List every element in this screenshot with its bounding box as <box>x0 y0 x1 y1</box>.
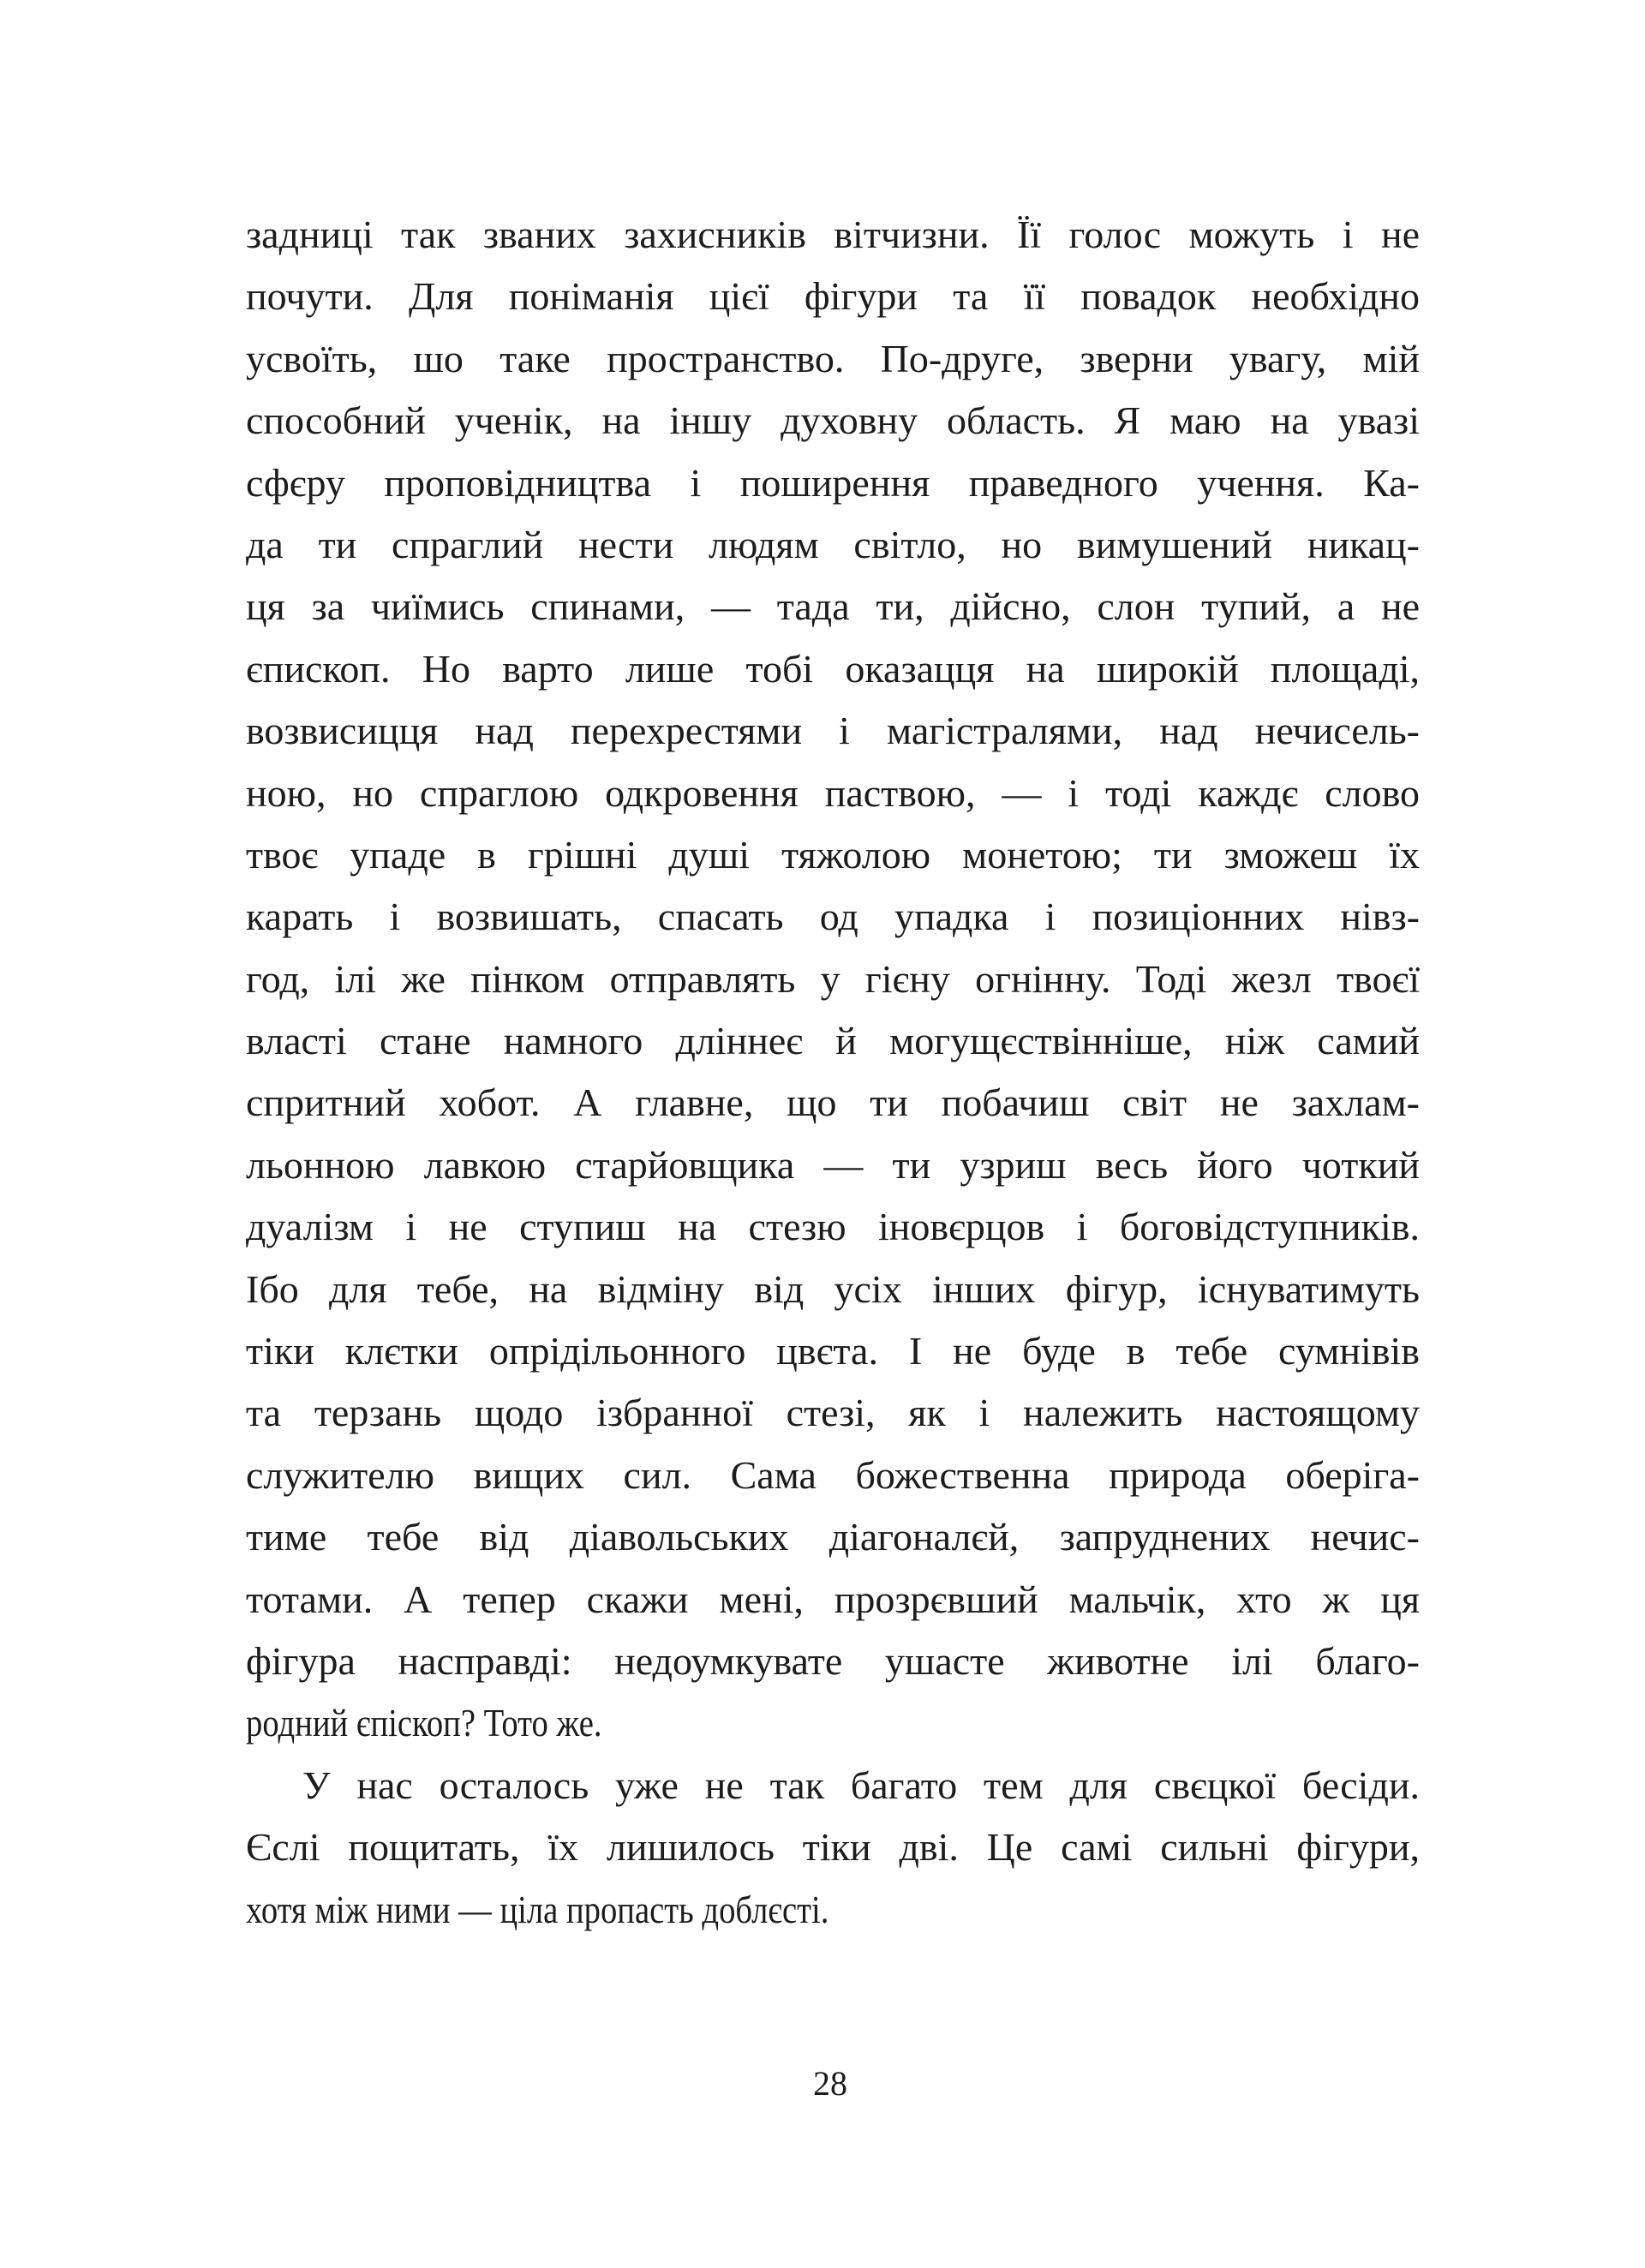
text-line: єпископ. Но варто лише тобі оказацця на широкій площаді, <box>246 646 1420 691</box>
body-text <box>246 204 1420 1941</box>
text-line: спритний хобот. А главне, що ти побачиш світ не захлам- <box>246 1080 1420 1125</box>
text-line: карать і возвишать, спасать од упадка і позиціонних нівз- <box>246 895 1420 939</box>
text-line: год, ілі же пінком отправлять у гієну огнінну. Тоді жезл твоєї <box>246 956 1420 1001</box>
text-line: хотя між ними — ціла пропасть доблєсті. <box>246 1887 829 1931</box>
text-line: дуалізм і не ступиш на стезю іновєрцов і боговідступників. <box>246 1205 1420 1249</box>
text-line: твоє упаде в грішні душі тяжолою монетою; ти зможеш їх <box>246 832 1420 877</box>
text-line: да ти спраглий нести людям світло, но вимушений никац- <box>246 522 1420 566</box>
text-line: та терзань щодо ізбранної стезі, як і належить настоящому <box>246 1391 1420 1435</box>
text-line: власті стане намного дліннеє й могущєствінніше, ніж самий <box>246 1019 1420 1063</box>
paragraph-2 <box>246 1755 1420 1941</box>
text-line: сфєру проповідництва і поширення праведного учення. Ка- <box>246 460 1420 505</box>
text-line: У нас осталось уже не так багато тем для свєцкої бесіди. <box>302 1762 1420 1807</box>
text-line: льонною лавкою старйовщика — ти узриш весь його чоткий <box>246 1142 1420 1187</box>
text-line: способний ученік, на іншу духовну область. Я маю на увазі <box>246 398 1420 443</box>
text-line: возвисицця над перехрестями і магістралями, над нечисель- <box>246 709 1420 753</box>
text-line: ця за чиїмись спинами, — тада ти, дійсно, слон тупий, а не <box>246 584 1420 629</box>
text-line: фігура насправді: недоумкувате ушасте животне ілі благо- <box>246 1638 1420 1683</box>
paragraph-1 <box>246 204 1420 1755</box>
text-line: ною, но спраглою одкровення паствою, — і тоді каждє слово <box>246 770 1420 815</box>
text-line: Ібо для тебе, на відміну від усіх інших фігур, існуватимуть <box>246 1266 1420 1311</box>
text-line: задниці так званих захисників вітчизни. Її голос можуть і не <box>246 212 1420 256</box>
text-line: усвоїть, шо таке пространство. По-друге, зверни увагу, мій <box>246 336 1420 380</box>
text-line: почути. Для поніманія цієї фігури та її повадок необхідно <box>246 274 1420 319</box>
text-line: тіки клєтки опрідільонного цвєта. І не буде в тебе сумнівів <box>246 1329 1420 1373</box>
page-number: 28 <box>813 2064 847 2103</box>
text-line: Єслі пощитать, їх лишилось тіки дві. Це самі сильні фігури, <box>246 1825 1420 1870</box>
text-line: родний єпіскоп? Тото же. <box>246 1701 602 1745</box>
text-line: тотами. А тепер скажи мені, прозрєвший мальчік, хто ж ця <box>246 1577 1420 1621</box>
text-line: тиме тебе від діавольських діагоналєй, запруднених нечис- <box>246 1515 1420 1559</box>
text-line: служителю вищих сил. Сама божественна природа оберіга- <box>246 1452 1420 1497</box>
